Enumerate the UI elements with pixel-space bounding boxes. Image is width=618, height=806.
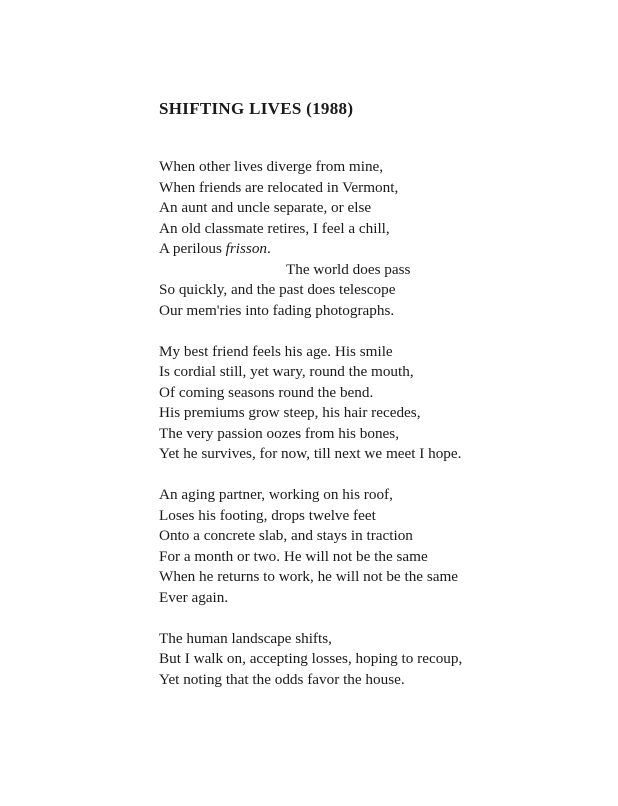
poem-line: Onto a concrete slab, and stays in traction — [159, 527, 413, 544]
poem-line — [159, 239, 599, 260]
poem-line: Loses his footing, drops twelve feet — [159, 506, 376, 524]
poem-line: When friends are relocated in Vermont, — [159, 178, 399, 196]
poem-line: The human landscape shifts, — [159, 629, 332, 647]
poem-line-indented: The world does pass — [286, 260, 411, 278]
poem-line: Ever again. — [159, 588, 229, 606]
stanza-1 — [159, 157, 599, 321]
poem-line: My best friend feels his age. His smile — [159, 342, 393, 360]
line-prefix: A perilous — [159, 240, 226, 257]
stanza-4 — [159, 629, 599, 691]
italic-word: frisson — [225, 240, 268, 257]
poem-line: His premiums grow steep, his hair recedes, — [159, 404, 421, 421]
poem-line: Our mem'ries into fading photographs. — [159, 301, 395, 319]
poem-line: Of coming seasons round the bend. — [159, 383, 374, 401]
poem-line: Yet he survives, for now, till next we meet I hope. — [159, 445, 462, 462]
poem-title: SHIFTING LIVES (1988) — [159, 99, 354, 118]
stanza-2 — [159, 342, 599, 465]
poem-line: Is cordial still, yet wary, round the mouth, — [159, 363, 414, 380]
poem-line: An old classmate retires, I feel a chill, — [159, 219, 390, 237]
poem-line: An aunt and uncle separate, or else — [159, 199, 372, 216]
line-suffix: . — [267, 240, 271, 257]
poem — [159, 98, 599, 711]
poem-line: An aging partner, working on his roof, — [159, 486, 393, 503]
poem-line: Yet noting that the odds favor the house. — [159, 670, 405, 688]
poem-line: But I walk on, accepting losses, hoping to recoup, — [159, 650, 463, 667]
poem-line: For a month or two. He will not be the same — [159, 547, 428, 565]
poem-line: When he returns to work, he will not be the same — [159, 568, 459, 585]
poem-line: The very passion oozes from his bones, — [159, 424, 399, 442]
poem-line: So quickly, and the past does telescope — [159, 281, 396, 298]
poem-line: When other lives diverge from mine, — [159, 158, 384, 175]
stanza-3 — [159, 485, 599, 608]
